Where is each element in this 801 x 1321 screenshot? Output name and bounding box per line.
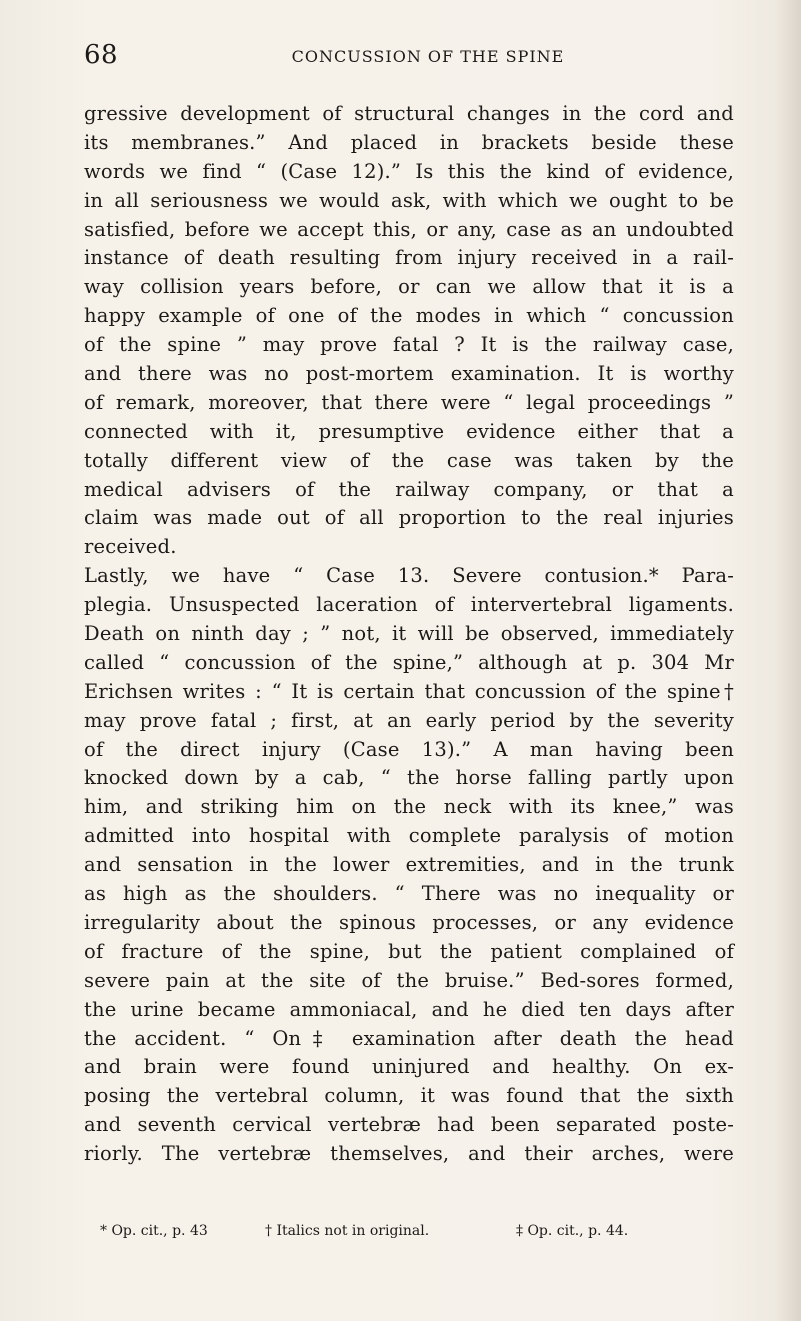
- text-line: of the spine ” may prove fatal ? It is the railway case,: [84, 333, 734, 357]
- text-line: of the direct injury (Case 13).” A man having been: [84, 737, 734, 761]
- text-line: in all seriousness we would ask, with which we ought to be: [84, 188, 734, 212]
- text-line: and brain were found uninjured and healthy. On ex-: [84, 1055, 734, 1079]
- page-edge-shadow: [775, 0, 801, 1321]
- text-line: medical advisers of the railway company, or that a: [84, 477, 734, 501]
- page-header: [84, 40, 732, 70]
- footnote: † Italics not in original.: [265, 1223, 430, 1239]
- text-line: irregularity about the spinous processes, or any evidence: [84, 910, 734, 934]
- text-line: Death on ninth day ; ” not, it will be observed, immediately: [84, 622, 734, 646]
- text-line: the accident. “ On‡ examination after death the head: [84, 1026, 734, 1050]
- text-line: its membranes.” And placed in brackets beside these: [84, 130, 734, 154]
- body-text: [84, 100, 734, 1169]
- footnotes: [100, 1223, 720, 1245]
- text-line: words we find “ (Case 12).” Is this the kind of evidence,: [84, 159, 734, 183]
- text-line: received.: [84, 535, 177, 559]
- text-line: gressive development of structural changes in the cord and: [84, 102, 734, 125]
- footnote: * Op. cit., p. 43: [100, 1223, 208, 1239]
- text-line: him, and striking him on the neck with its knee,” was: [84, 795, 734, 819]
- text-line: called “ concussion of the spine,” although at p. 304 Mr: [84, 650, 734, 674]
- text-line: severe pain at the site of the bruise.” Bed-sores formed,: [84, 968, 734, 992]
- text-line: the urine became ammoniacal, and he died ten days after: [84, 997, 734, 1021]
- text-line: and sensation in the lower extremities, and in the trunk: [84, 853, 734, 877]
- text-line: plegia. Unsuspected laceration of intervertebral ligaments.: [84, 593, 734, 617]
- running-head: CONCUSSION OF THE SPINE: [291, 47, 565, 66]
- text-line: riorly. The vertebræ themselves, and their arches, were: [84, 1142, 734, 1166]
- text-line: way collision years before, or can we allow that it is a: [84, 275, 734, 299]
- text-line: instance of death resulting from injury received in a rail-: [84, 246, 734, 270]
- text-line: as high as the shoulders. “ There was no inequality or: [84, 882, 734, 906]
- text-line: and seventh cervical vertebræ had been separated poste-: [84, 1113, 734, 1137]
- text-line: admitted into hospital with complete paralysis of motion: [84, 824, 734, 848]
- text-line: happy example of one of the modes in which “ concussion: [84, 304, 734, 328]
- text-line: of fracture of the spine, but the patient complained of: [84, 939, 734, 963]
- text-line: totally different view of the case was taken by the: [84, 448, 734, 472]
- text-line: claim was made out of all proportion to the real injuries: [84, 506, 734, 530]
- text-line: connected with it, presumptive evidence either that a: [84, 419, 734, 443]
- text-line: posing the vertebral column, it was found that the sixth: [84, 1084, 734, 1108]
- footnote: ‡ Op. cit., p. 44.: [516, 1223, 629, 1239]
- text-line: may prove fatal ; first, at an early period by the severity: [84, 708, 734, 732]
- page-number: 68: [84, 40, 119, 70]
- text-line: satisfied, before we accept this, or any, case as an undoubted: [84, 217, 734, 241]
- text-line: of remark, moreover, that there were “ legal proceedings ”: [84, 390, 734, 414]
- text-line: knocked down by a cab, “ the horse falling partly upon: [84, 766, 734, 790]
- text-line: Lastly, we have “ Case 13. Severe contusion.* Para-: [84, 564, 734, 588]
- text-line: and there was no post-mortem examination. It is worthy: [84, 362, 734, 386]
- text-line: Erichsen writes : “ It is certain that concussion of the spine†: [84, 679, 734, 703]
